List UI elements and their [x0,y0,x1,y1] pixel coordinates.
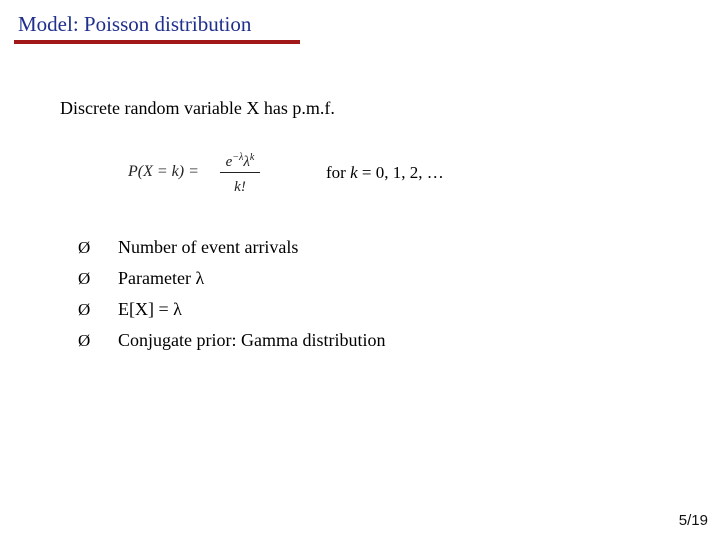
formula-numerator: $e^{-\lambda}\lambda^k$ [225,152,255,170]
arrow-bullet-icon: Ø [78,268,91,288]
slide-title: Model: Poisson distribution [18,12,252,36]
page-number: 5/19 [678,512,708,529]
formula-denominator: k! [234,179,246,195]
formula-fraction [220,146,260,199]
arrow-bullet-icon: Ø [78,330,91,350]
arrow-bullet-icon: Ø [78,299,91,319]
list-item: Ø Parameter λ [78,268,205,288]
list-item: Ø E[X] = λ [78,299,182,319]
list-item: Ø Conjugate prior: Gamma distribution [78,330,386,350]
intro-text: Discrete random variable X has p.m.f. [60,98,335,118]
bullet-list [78,232,385,356]
fraction-bar [220,172,260,173]
title-underline [14,40,300,44]
list-item: Ø Number of event arrivals [78,237,299,257]
arrow-bullet-icon: Ø [78,237,91,257]
formula-range: for k = 0, 1, 2, … [326,163,444,182]
formula-lhs: P(X = k) = [128,163,199,180]
